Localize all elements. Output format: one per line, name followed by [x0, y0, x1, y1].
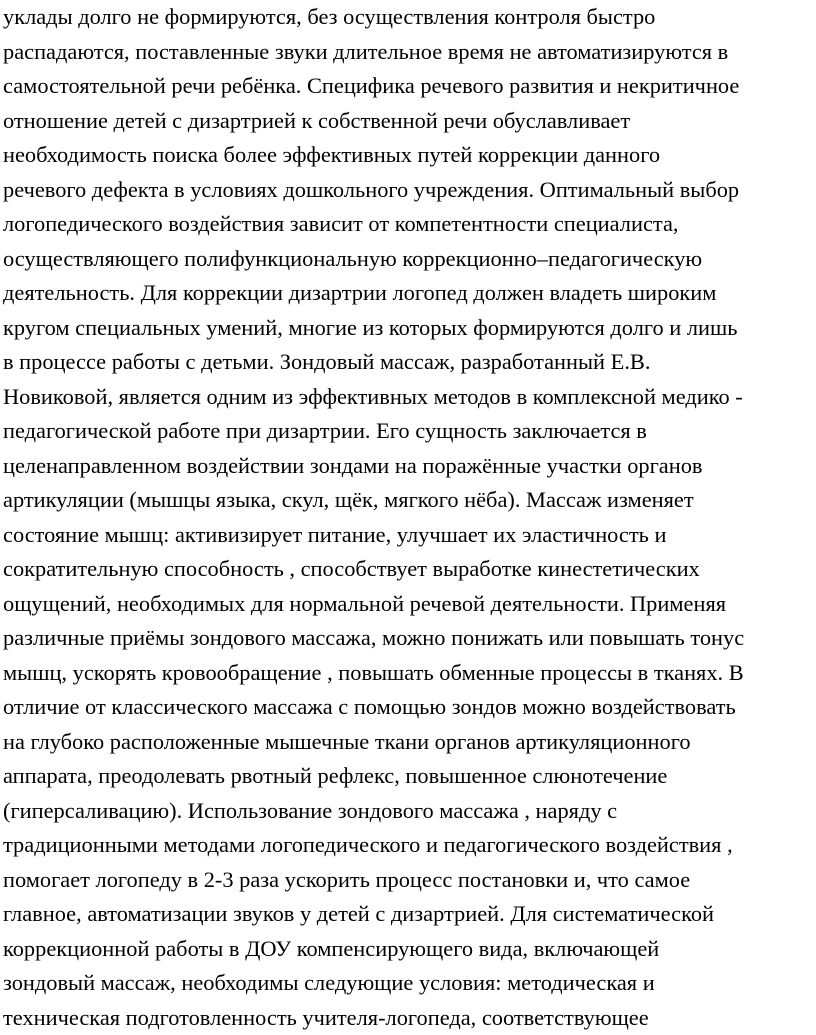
text-line: отношение детей с дизартрией к собственной речи обуславливает — [3, 104, 813, 139]
text-line: речевого дефекта в условиях дошкольного учреждения. Оптимальный выбор — [3, 173, 813, 208]
text-line: необходимость поиска более эффективных путей коррекции данного — [3, 138, 813, 173]
text-line: целенаправленном воздействии зондами на поражённые участки органов — [3, 449, 813, 484]
text-line: техническая подготовленность учителя-логопеда, соответствующее — [3, 1001, 813, 1035]
text-line: (гиперсаливацию). Использование зондового массажа , наряду с — [3, 794, 813, 829]
text-line: деятельность. Для коррекции дизартрии логопед должен владеть широким — [3, 276, 813, 311]
text-line: Новиковой, является одним из эффективных методов в комплексной медико - — [3, 380, 813, 415]
text-line: зондовый массаж, необходимы следующие условия: методическая и — [3, 966, 813, 1001]
text-line: главное, автоматизации звуков у детей с дизартрией. Для систематической — [3, 897, 813, 932]
text-line: осуществляющего полифункциональную коррекционно–педагогическую — [3, 242, 813, 277]
document-body — [3, 0, 813, 1035]
text-line: ощущений, необходимых для нормальной речевой деятельности. Применяя — [3, 587, 813, 622]
text-line: уклады долго не формируются, без осуществления контроля быстро — [3, 0, 813, 35]
text-line: педагогической работе при дизартрии. Его сущность заключается в — [3, 414, 813, 449]
text-line: коррекционной работы в ДОУ компенсирующего вида, включающей — [3, 932, 813, 967]
text-line: распадаются, поставленные звуки длительное время не автоматизируются в — [3, 35, 813, 70]
text-line: сократительную способность , способствует выработке кинестетических — [3, 552, 813, 587]
text-line: аппарата, преодолевать рвотный рефлекс, повышенное слюнотечение — [3, 759, 813, 794]
text-line: артикуляции (мышцы языка, скул, щёк, мягкого нёба). Массаж изменяет — [3, 483, 813, 518]
text-line: на глубоко расположенные мышечные ткани органов артикуляционного — [3, 725, 813, 760]
text-line: самостоятельной речи ребёнка. Специфика речевого развития и некритичное — [3, 69, 813, 104]
text-line: отличие от классического массажа с помощью зондов можно воздействовать — [3, 690, 813, 725]
text-line: различные приёмы зондового массажа, можно понижать или повышать тонус — [3, 621, 813, 656]
text-line: мышц, ускорять кровообращение , повышать обменные процессы в тканях. В — [3, 656, 813, 691]
text-line: кругом специальных умений, многие из которых формируются долго и лишь — [3, 311, 813, 346]
text-line: логопедического воздействия зависит от компетентности специалиста, — [3, 207, 813, 242]
text-line: традиционными методами логопедического и педагогического воздействия , — [3, 828, 813, 863]
text-line: состояние мышц: активизирует питание, улучшает их эластичность и — [3, 518, 813, 553]
text-line: помогает логопеду в 2-3 раза ускорить процесс постановки и, что самое — [3, 863, 813, 898]
text-line: в процессе работы с детьми. Зондовый массаж, разработанный Е.В. — [3, 345, 813, 380]
